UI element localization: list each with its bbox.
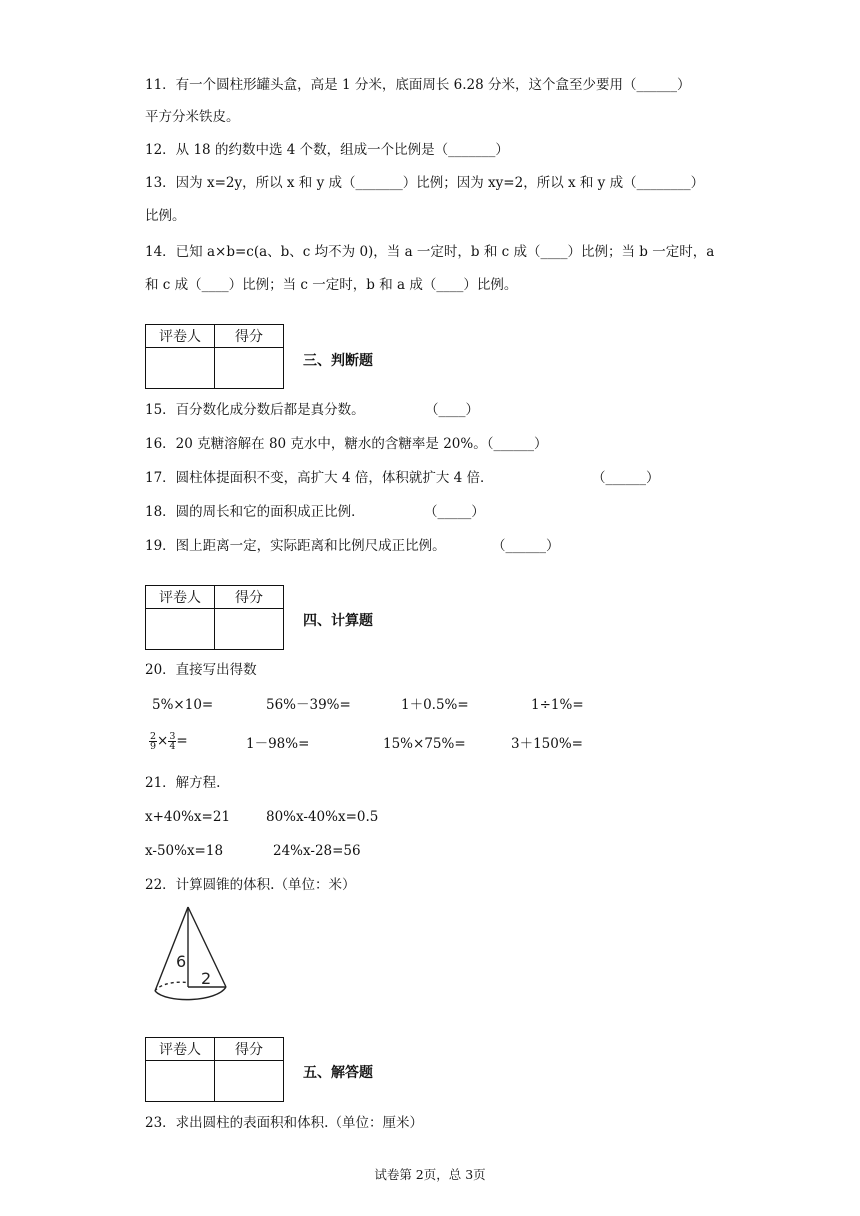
- question-14-line-2: 和 c 成（____）比例；当 c 一定时，b 和 a 成（____）比例。: [145, 277, 518, 293]
- q20-item-6: 1－98%=: [246, 736, 310, 752]
- score-table-section-5: [145, 1037, 284, 1102]
- fraction-3-4: $\frac{3}{4}$: [169, 731, 176, 752]
- question-18: 18．圆的周长和它的面积成正比例．: [145, 504, 365, 520]
- question-19-blank: （______）: [492, 538, 560, 554]
- q21-eq-2: 80%x-40%x=0.5: [266, 809, 379, 825]
- score-header: 得分: [215, 1038, 284, 1061]
- q20-item-4: 1÷1%=: [531, 697, 584, 713]
- question-13-line-1: 13．因为 x=2y，所以 x 和 y 成（_______）比例；因为 xy=2，所以 x 和 y 成（________）: [145, 175, 705, 191]
- question-13-line-2: 比例。: [145, 208, 186, 224]
- question-18-blank: （_____）: [424, 504, 485, 520]
- score-table-section-3: [145, 324, 284, 389]
- reviewer-header: 评卷人: [146, 586, 215, 609]
- reviewer-cell: [146, 1061, 215, 1102]
- question-17: 17．圆柱体提面积不变，高扩大 4 倍，体积就扩大 4 倍．: [145, 470, 494, 486]
- reviewer-header: 评卷人: [146, 325, 215, 348]
- q20-item-7: 15%×75%=: [383, 736, 466, 752]
- reviewer-header: 评卷人: [146, 1038, 215, 1061]
- score-header: 得分: [215, 325, 284, 348]
- question-15: 15．百分数化成分数后都是真分数。: [145, 402, 365, 418]
- score-cell: [215, 348, 284, 389]
- q20-item-1: 5%×10=: [152, 697, 214, 713]
- cone-height-label: 6: [176, 952, 187, 971]
- q20-item-8: 3＋150%=: [511, 736, 583, 752]
- reviewer-cell: [146, 609, 215, 650]
- q21-eq-3: x-50%x=18: [145, 843, 224, 859]
- question-12: 12．从 18 的约数中选 4 个数，组成一个比例是（_______）: [145, 142, 509, 158]
- score-header: 得分: [215, 586, 284, 609]
- reviewer-cell: [146, 348, 215, 389]
- fraction-2-9: $\frac{2}{9}$: [150, 731, 157, 752]
- q21-eq-4: 24%x-28=56: [273, 843, 361, 859]
- q20-item-3: 1＋0.5%=: [401, 697, 469, 713]
- question-23: 23．求出圆柱的表面积和体积.（单位：厘米）: [145, 1115, 423, 1131]
- question-21-title: 21．解方程.: [145, 775, 221, 791]
- question-19: 19．图上距离一定，实际距离和比例尺成正比例。: [145, 538, 446, 554]
- q20-item-2: 56%－39%=: [266, 697, 351, 713]
- section-title-calculation: 四、计算题: [303, 613, 373, 629]
- cone-radius-label: 2: [201, 969, 212, 988]
- question-16: 16．20 克糖溶解在 80 克水中，糖水的含糖率是 20%。（______）: [145, 436, 548, 452]
- question-14-line-1: 14．已知 a×b=c(a、b、c 均不为 0)，当 a 一定时，b 和 c 成（____）比例；当 b 一定时，a: [145, 244, 715, 260]
- section-title-judgement: 三、判断题: [303, 353, 373, 369]
- cone-figure: [145, 903, 245, 1007]
- question-11-line-1: 11．有一个圆柱形罐头盒，高是 1 分米，底面周长 6.28 分米，这个盒至少要用（______）: [145, 77, 691, 93]
- q21-eq-1: x+40%x=21: [145, 809, 231, 825]
- question-22-title: 22．计算圆锥的体积.（单位：米）: [145, 877, 356, 893]
- question-15-blank: （____）: [425, 402, 479, 418]
- question-17-blank: （______）: [592, 470, 660, 486]
- section-title-word-problems: 五、解答题: [303, 1065, 373, 1081]
- q20-item-5: $\frac{2}{9}$ × $\frac{3}{4}$ =: [150, 731, 188, 752]
- score-cell: [215, 1061, 284, 1102]
- question-20-title: 20．直接写出得数: [145, 662, 257, 678]
- score-cell: [215, 609, 284, 650]
- question-11-line-2: 平方分米铁皮。: [145, 109, 240, 125]
- score-table-section-4: [145, 585, 284, 650]
- page-footer: 试卷第 2页，总 3页: [374, 1167, 486, 1182]
